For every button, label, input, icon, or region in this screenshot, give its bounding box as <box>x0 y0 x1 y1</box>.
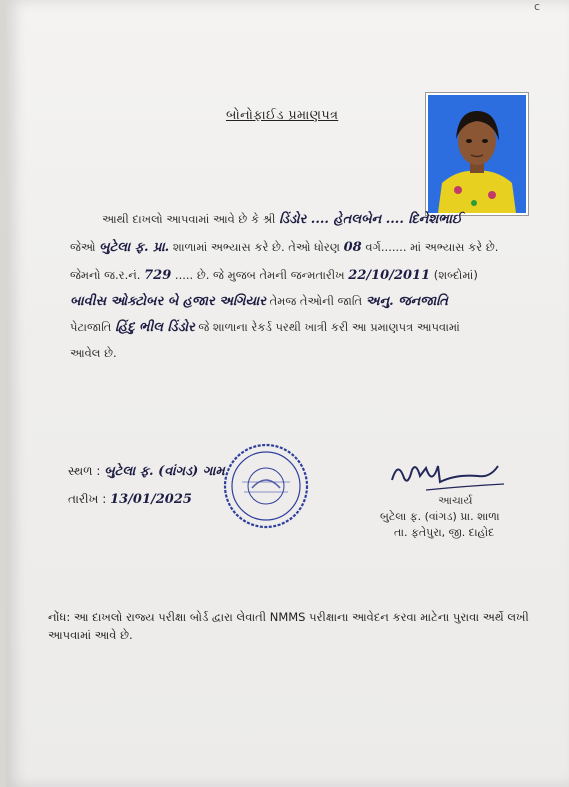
body-text: ..... છે. જે મુજબ તેમની જન્મતારીખ <box>171 268 349 282</box>
note-line-2: આપવામાં આવે છે. <box>48 628 133 642</box>
student-name: ડિંડોર .... હેતલબેન .... દિનેશભાઈ <box>279 212 462 227</box>
school-name: બુટેલા ફ. પ્રા. <box>99 240 170 255</box>
body-line-3 <box>70 268 478 283</box>
place-field <box>68 464 225 479</box>
body-line-5 <box>70 320 460 335</box>
principal-title: આચાર્ય <box>438 494 473 507</box>
school-seal <box>222 442 310 530</box>
principal-school: બુટેલા ફ. (વાંગડ) પ્રા. શાળા <box>380 510 500 523</box>
birth-date-words: બાવીસ ઓક્ટોબર બે હજાર અગિયાર <box>70 294 266 309</box>
standard-value: 08 <box>343 240 362 255</box>
date-value: 13/01/2025 <box>110 492 192 507</box>
body-text: જેમનો જ.ર.નં. <box>70 268 145 282</box>
corner-mark: c <box>534 0 541 13</box>
body-text: પેટાજાતિ <box>70 320 116 334</box>
body-text: જે શાળાના રેકર્ડ પરથી ખાત્રી કરી આ પ્રમાણપત્ર આપવામાં <box>194 320 460 334</box>
page-title: બોનોફાઈડ પ્રમાણપત્ર <box>226 108 339 123</box>
note-line-1: નોંધ: આ દાખલો રાજ્ય પરીક્ષા બોર્ડ દ્વારા લેવાતી NMMS પરીક્ષાના આવેદન કરવા માટેના પુરાવા અર્થે લખી <box>48 610 529 624</box>
body-text: જેઓ <box>70 240 100 254</box>
body-text: શાળામાં અભ્યાસ કરે છે. તેઓ ધોરણ <box>169 240 344 254</box>
date-label: તારીખ : <box>68 492 111 506</box>
body-text: વર્ગ....... માં અભ્યાસ કરે છે. <box>361 240 499 254</box>
caste-value: અનુ. જનજાતિ <box>365 294 448 309</box>
register-number: 729 <box>144 268 172 283</box>
body-line-1 <box>102 212 462 227</box>
date-field <box>68 492 192 507</box>
body-line-4 <box>70 294 448 309</box>
body-text: આવેલ છે. <box>70 346 117 360</box>
body-text: (શબ્દોમાં) <box>430 268 478 282</box>
body-line-6 <box>70 346 117 361</box>
subcaste-value: હિંદુ ભીલ ડિંડોર <box>115 320 195 335</box>
principal-address: તા. ફતેપુરા, જી. દાહોદ <box>394 526 495 539</box>
signature <box>386 456 506 496</box>
student-photo <box>426 93 528 215</box>
certificate-page <box>6 0 569 787</box>
place-label: સ્થળ : <box>68 464 105 478</box>
place-value: બુટેલા ફ. (વાંગડ) ગામ <box>104 464 225 479</box>
body-text: આથી દાખલો આપવામાં આવે છે કે શ્રી <box>102 212 280 226</box>
body-text: તેમજ તેઓની જાતિ <box>265 294 366 308</box>
body-line-2 <box>70 240 498 255</box>
birth-date: 22/10/2011 <box>348 268 431 283</box>
